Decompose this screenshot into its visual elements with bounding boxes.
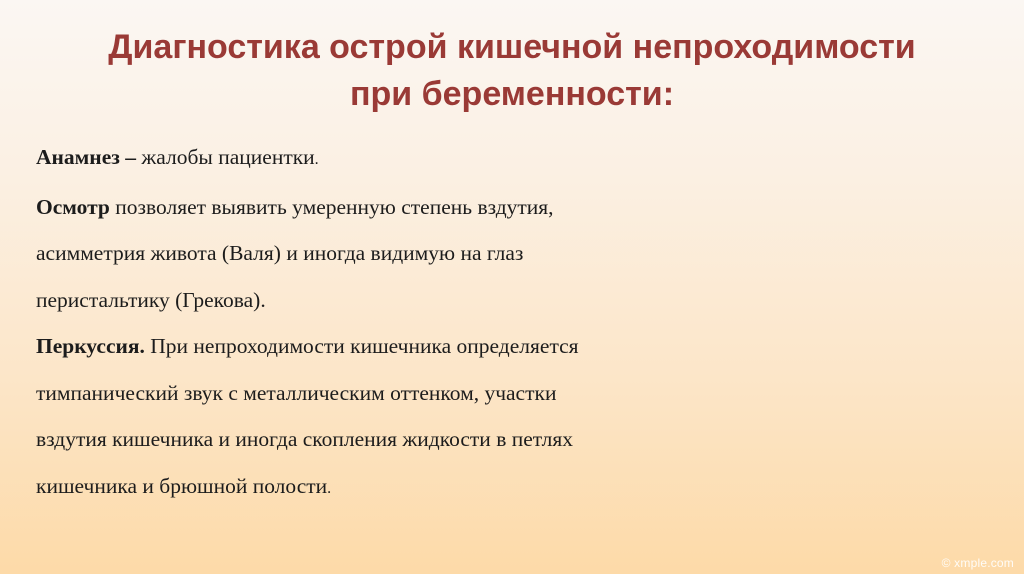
anamnesis-label: Анамнез xyxy=(36,145,120,169)
anamnesis-paragraph xyxy=(36,134,736,184)
slide-body xyxy=(36,134,736,512)
exam-line-1 xyxy=(36,184,736,231)
slide-title xyxy=(40,24,984,118)
exam-line-3: перистальтику (Грекова). xyxy=(36,287,266,312)
percussion-end: . xyxy=(327,479,332,497)
anamnesis-end: . xyxy=(314,151,319,168)
anamnesis-dash: – xyxy=(119,145,142,169)
exam-label: Осмотр xyxy=(36,194,110,219)
anamnesis-text: жалобы пациентки xyxy=(141,145,315,169)
percussion-line-1 xyxy=(36,323,736,370)
percussion-text-4: кишечника и брюшной полости xyxy=(36,473,328,498)
percussion-text-1: При непроходимости кишечника определяется xyxy=(144,334,579,358)
percussion-line-3: вздутия кишечника и иногда скопления жидкости в петлях xyxy=(36,427,573,451)
exam-text-1: позволяет выявить умеренную степень вздутия, xyxy=(109,194,554,219)
percussion-label: Перкуссия. xyxy=(36,334,145,358)
percussion-line-4 xyxy=(36,463,736,513)
watermark: © xmple.com xyxy=(941,556,1014,570)
percussion-line-2: тимпанический звук с металлическим оттенком, участки xyxy=(36,380,557,405)
title-line-2: при беременности: xyxy=(349,75,675,113)
title-line-1: Диагностика острой кишечной непроходимости xyxy=(108,28,916,66)
exam-line-2: асимметрия живота (Валя) и иногда видимую на глаз xyxy=(36,241,524,265)
